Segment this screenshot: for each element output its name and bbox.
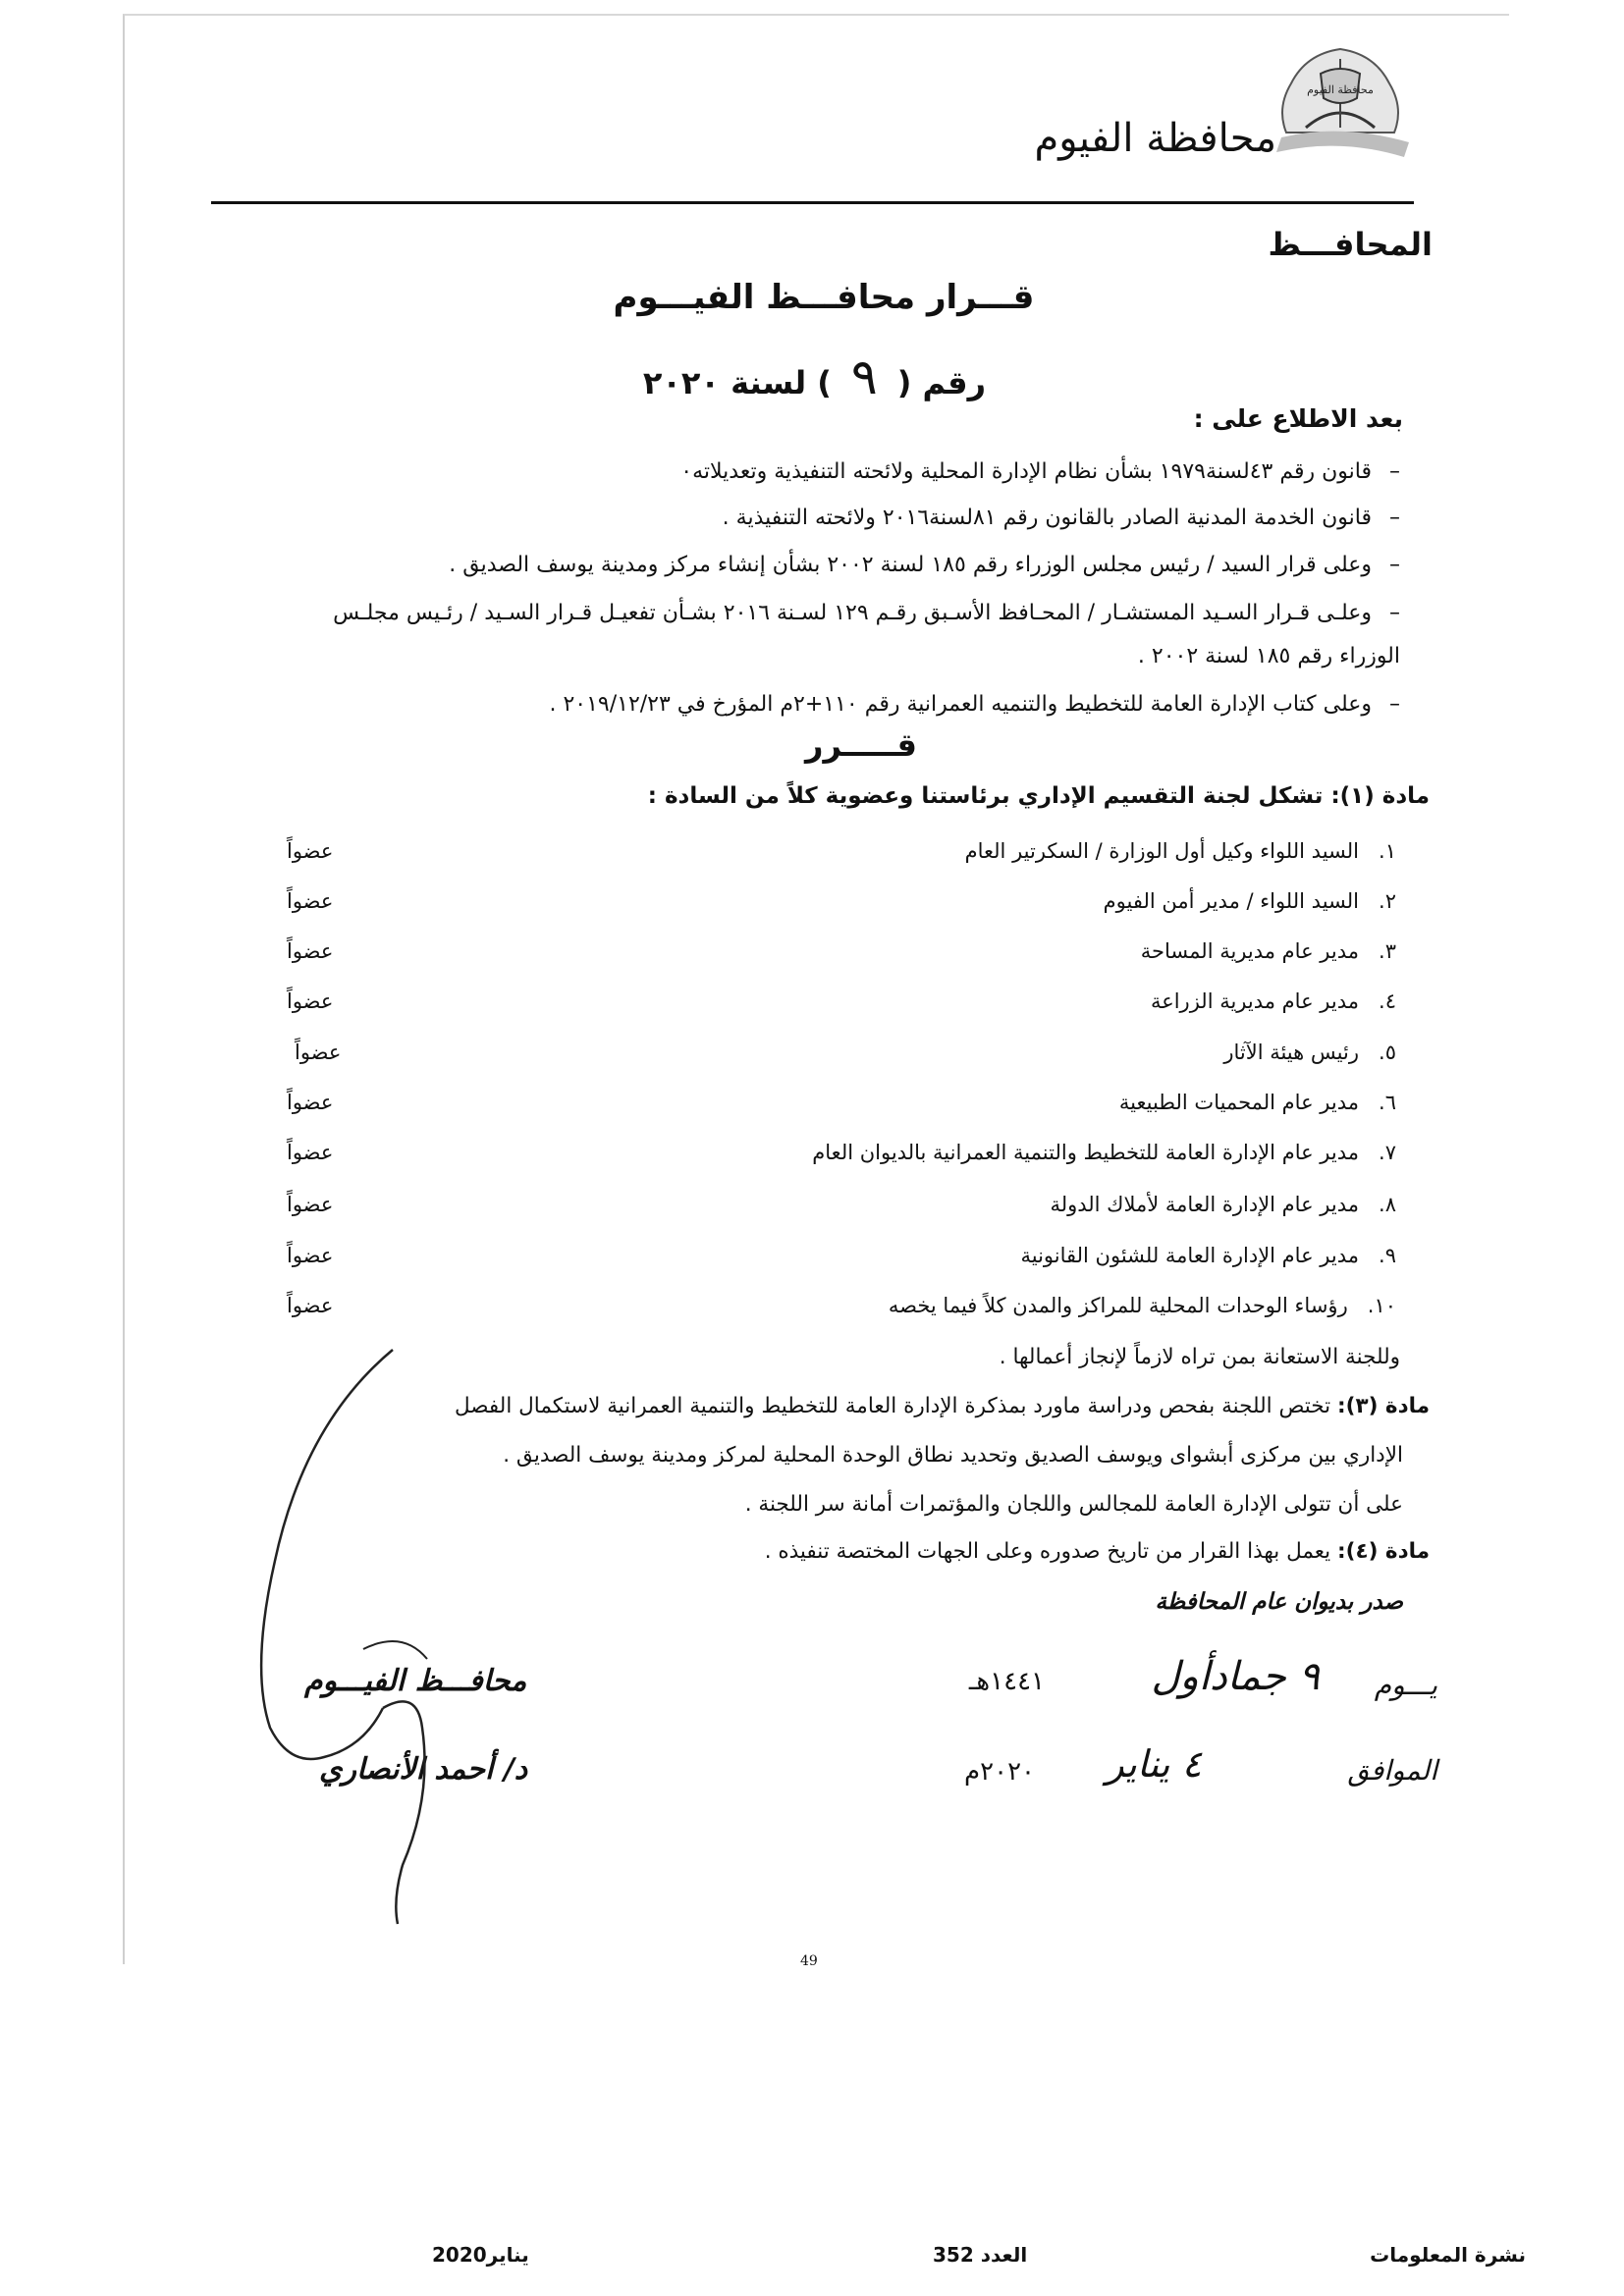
article1-note: وللجنة الاستعانة بمن تراه لازماً لإنجاز أعمالها . bbox=[999, 1345, 1400, 1369]
preamble-line: –قانون الخدمة المدنية الصادر بالقانون رقم ٨١لسنة٢٠١٦ ولائحته التنفيذية . bbox=[722, 506, 1400, 530]
signatory-name: د/ أحمد الأنصاري bbox=[319, 1752, 528, 1787]
preamble-line: –وعلـى قـرار السـيد المستشـار / المحـافظ الأسـبق رقـم ١٢٩ لسـنة ٢٠١٦ بشـأن تفعيـل قـرار السـيد / رئـيس مجلـس bbox=[333, 601, 1400, 625]
decides-label: قـــــرر bbox=[805, 726, 917, 764]
handwritten-signature-icon bbox=[245, 1335, 471, 1944]
footer-publication: نشرة المعلومات bbox=[1370, 2243, 1526, 2267]
preamble-line: –وعلى قرار السيد / رئيس مجلس الوزراء رقم ١٨٥ لسنة ٢٠٠٢ بشأن إنشاء مركز ومدينة يوسف الصديق . bbox=[449, 553, 1400, 577]
day-label: يـــوم bbox=[1374, 1669, 1437, 1701]
decision-title: قـــرار محافـــظ الفيـــوم bbox=[613, 278, 1035, 317]
gregorian-year: ٢٠٢٠م bbox=[964, 1757, 1035, 1787]
gregorian-label: الموافق bbox=[1347, 1754, 1437, 1787]
signatory-title: محافـــظ الفيـــوم bbox=[304, 1664, 527, 1698]
footer-date: يناير2020 bbox=[432, 2243, 529, 2267]
gregorian-date-handwritten: ٤ يناير bbox=[1106, 1742, 1202, 1786]
hijri-date-handwritten: ٩ جمادأول bbox=[1151, 1654, 1320, 1699]
governor-label: المحافـــظ bbox=[1268, 226, 1433, 263]
header-divider bbox=[211, 201, 1414, 204]
article4: مادة (٤): يعمل بهذا القرار من تاريخ صدوره وعلى الجهات المختصة تنفيذه . bbox=[764, 1539, 1430, 1564]
article3-line2: الإداري بين مركزى أبشواى ويوسف الصديق وتحديد نطاق الوحدة المحلية لمركز ومدينة يوسف الصديق . bbox=[503, 1443, 1403, 1468]
issued-at: صدر بديوان عام المحافظة bbox=[1155, 1588, 1403, 1615]
preamble-line: –قانون رقم ٤٣لسنة١٩٧٩ بشأن نظام الإدارة المحلية ولائحته التنفيذية وتعديلاته٠ bbox=[680, 459, 1400, 484]
page-number: 49 bbox=[800, 1953, 818, 1969]
preamble-line: –وعلى كتاب الإدارة العامة للتخطيط والتنميه العمرانية رقم ١١٠+٢م المؤرخ في ٢٠١٩/١٢/٢٣ . bbox=[549, 692, 1400, 717]
article3-line3: على أن تتولى الإدارة العامة للمجالس واللجان والمؤتمرات أمانة سر اللجنة . bbox=[744, 1492, 1403, 1517]
preamble-line-continued: الوزراء رقم ١٨٥ لسنة ٢٠٠٢ . bbox=[1137, 644, 1400, 668]
preamble-heading: بعد الاطلاع على : bbox=[1193, 404, 1403, 433]
hijri-year: ١٤٤١هـ bbox=[968, 1667, 1045, 1696]
article1-heading: مادة (١): تشكل لجنة التقسيم الإداري برئاستنا وعضوية كلاً من السادة : bbox=[647, 783, 1430, 809]
decision-number: رقم (٩) لسنة ٢٠٢٠ bbox=[642, 348, 986, 405]
decision-number-handwritten: ٩ bbox=[850, 348, 878, 405]
article3-line1: مادة (٣): تختص اللجنة بفحص ودراسة ماورد بمذكرة الإدارة العامة للتخطيط والتنمية العمرانية لاستكمال الفصل bbox=[454, 1394, 1430, 1418]
svg-text:محافظة الفيوم: محافظة الفيوم bbox=[1307, 83, 1374, 96]
governorate-name: محافظة الفيوم bbox=[1034, 116, 1276, 161]
governorate-logo-icon bbox=[1267, 39, 1414, 167]
footer-issue: العدد 352 bbox=[933, 2243, 1028, 2267]
